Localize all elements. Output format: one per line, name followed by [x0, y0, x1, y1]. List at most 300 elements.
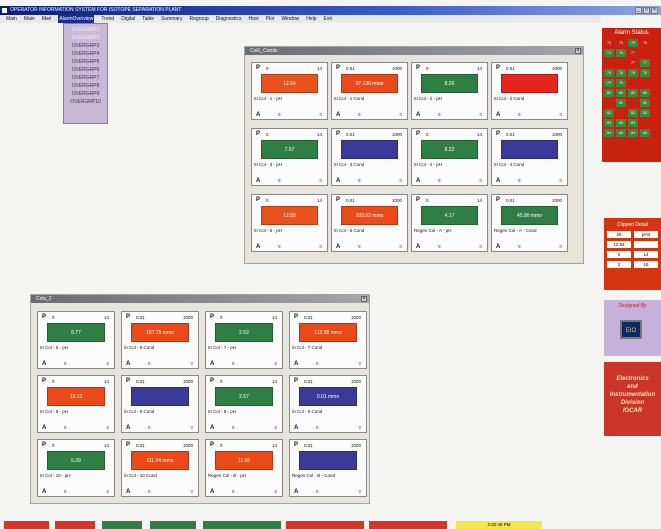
value-bar: [341, 140, 398, 159]
a-marker: A: [416, 244, 421, 250]
alarm-cell[interactable]: [628, 99, 638, 107]
alarm-high: 0: [190, 489, 193, 494]
range-low: 0: [52, 315, 55, 320]
value-bar: [131, 387, 189, 406]
range-high: 1000: [551, 66, 562, 71]
menu-item[interactable]: Digital: [121, 16, 136, 22]
gauge-card[interactable]: [411, 62, 488, 120]
gauge-card[interactable]: [205, 439, 283, 497]
detail-value: 14: [634, 251, 658, 258]
alarm-high: 0: [479, 244, 482, 249]
p-marker: P: [256, 197, 261, 203]
a-marker: A: [416, 178, 421, 184]
alarm-status-panel: [602, 28, 661, 162]
tag-label: III Col - 8 Cond: [124, 409, 155, 414]
tag-label: III Col - 9 - pH: [208, 409, 237, 414]
alarm-cell[interactable]: [604, 59, 614, 67]
range-high: 14: [476, 132, 482, 137]
alarm-cell[interactable]: 83: [628, 119, 638, 127]
gauge-card[interactable]: [331, 194, 408, 252]
p-marker: P: [336, 131, 341, 137]
gauge-card[interactable]: [491, 194, 568, 252]
a-marker: A: [256, 244, 261, 250]
alarm-low: 0: [358, 112, 361, 117]
a-marker: A: [210, 361, 215, 367]
value-bar: 13.13: [47, 387, 105, 406]
alarm-cell[interactable]: [616, 59, 626, 67]
division-line: Division: [620, 400, 645, 406]
range-high: 1000: [182, 315, 193, 320]
alarm-low: 0: [232, 489, 235, 494]
alarm-cell[interactable]: [640, 119, 650, 127]
gauge-card[interactable]: [121, 375, 199, 433]
alarm-cell[interactable]: [616, 109, 626, 117]
division-line: Instrumentation: [609, 392, 656, 398]
app-icon[interactable]: [2, 8, 7, 13]
menu-item[interactable]: AlarmOverview: [59, 16, 94, 22]
a-marker: A: [416, 112, 421, 118]
dropdown-item[interactable]: OVERGRP1: [71, 27, 100, 33]
gauge-card[interactable]: [289, 375, 367, 433]
alarm-cell[interactable]: 79: [616, 79, 626, 87]
range-low: 0.01: [346, 198, 355, 203]
p-marker: P: [416, 65, 421, 71]
dropdown-item[interactable]: OVERGRP7: [71, 75, 100, 81]
alarm-cell[interactable]: 81: [616, 99, 626, 107]
alarm-cell[interactable]: 80: [628, 89, 638, 97]
alarm-low: 0: [438, 112, 441, 117]
alarm-cell[interactable]: 78: [616, 69, 626, 77]
a-marker: A: [496, 244, 501, 250]
app-title: OPERATOR INFORMATION SYSTEM FOR ISOTOPE SEPARATION PLANT: [10, 7, 182, 13]
window-controls: [635, 7, 658, 14]
alarm-cell[interactable]: 76: [616, 49, 626, 57]
alarm-cell[interactable]: 84: [640, 129, 650, 137]
alarm-cell[interactable]: 76: [640, 39, 650, 47]
alarm-low: 0: [148, 489, 151, 494]
value-bar: 111.04 mmo: [131, 451, 189, 470]
detail-row: [604, 228, 661, 238]
a-marker: A: [42, 361, 47, 367]
a-marker: A: [256, 112, 261, 118]
menu-item[interactable]: Exit: [323, 16, 332, 22]
alarm-high: 0: [106, 425, 109, 430]
alarm-high: 0: [559, 244, 562, 249]
detail-value: 0: [607, 251, 631, 258]
range-low: 0.01: [346, 66, 355, 71]
value-bar: 113.38 mmo: [299, 323, 357, 342]
alarm-cell[interactable]: 82: [604, 109, 614, 117]
range-low: 0: [220, 379, 223, 384]
range-low: 0: [266, 132, 269, 137]
alarm-low: 0: [278, 112, 281, 117]
p-marker: P: [126, 442, 131, 448]
menu-item[interactable]: Window: [281, 16, 300, 22]
dropdown-item[interactable]: OVERGRP2: [71, 35, 100, 41]
a-marker: A: [126, 425, 131, 431]
alarm-low: 0: [438, 178, 441, 183]
gauge-card[interactable]: [205, 311, 283, 369]
range-high: 1000: [350, 315, 361, 320]
a-marker: A: [126, 489, 131, 495]
detail-value: 16: [634, 261, 658, 268]
a-marker: A: [336, 244, 341, 250]
alarm-low: 0: [358, 178, 361, 183]
value-bar: 8.77: [47, 323, 105, 342]
tag-label: III Col - 2 Cond: [494, 96, 525, 101]
alarm-high: 0: [274, 361, 277, 366]
a-marker: A: [210, 489, 215, 495]
gauge-card[interactable]: [37, 439, 115, 497]
tag-label: Regen Col - B - Cond: [292, 473, 336, 478]
taskbar-button[interactable]: [203, 521, 281, 529]
range-low: 0.01: [304, 443, 313, 448]
alarm-low: 0: [316, 361, 319, 366]
tag-label: III Col - 3 Cond: [334, 162, 365, 167]
p-marker: P: [210, 442, 215, 448]
value-bar: 0.01 mmo: [299, 387, 357, 406]
value-bar: [501, 74, 558, 93]
alarm-cell[interactable]: 81: [640, 99, 650, 107]
dropdown-item[interactable]: OVERGRP6: [71, 67, 100, 73]
alarm-cell[interactable]: 73: [604, 39, 614, 47]
range-high: 1000: [350, 443, 361, 448]
gauge-card[interactable]: [289, 439, 367, 497]
alarm-low: 0: [64, 361, 67, 366]
alarm-high: 0: [399, 178, 402, 183]
range-low: 0: [52, 379, 55, 384]
alarm-high: 0: [479, 178, 482, 183]
gauge-card[interactable]: [411, 194, 488, 252]
gauge-card[interactable]: [205, 375, 283, 433]
alarm-high: 0: [274, 425, 277, 430]
alarm-cell[interactable]: 84: [628, 129, 638, 137]
detail-row: [604, 238, 661, 248]
division-line: IGCAR: [622, 408, 643, 414]
status-taskbar: [0, 516, 661, 529]
tag-label: III Col - 8 - pH: [40, 409, 69, 414]
range-low: 0: [426, 66, 429, 71]
eid-logo-icon: EIO: [620, 320, 642, 339]
alarm-cell[interactable]: 80: [604, 89, 614, 97]
range-low: 0.01: [136, 315, 145, 320]
alarm-cell[interactable]: 83: [616, 119, 626, 127]
value-bar: 11.06: [215, 451, 273, 470]
alarm-low: 0: [358, 244, 361, 249]
window-close-button[interactable]: ×: [362, 296, 366, 302]
range-low: 0: [426, 198, 429, 203]
menu-item[interactable]: Trend: [101, 16, 115, 22]
range-high: 14: [476, 66, 482, 71]
alarm-high: 0: [358, 489, 361, 494]
range-high: 1000: [551, 132, 562, 137]
tag-label: III Col - 5 Cond: [334, 228, 365, 233]
tag-label: III Col - 1 Cond: [334, 96, 365, 101]
alarm-high: 0: [358, 425, 361, 430]
range-low: 0: [266, 66, 269, 71]
alarm-cell[interactable]: [640, 79, 650, 87]
minimize-button[interactable]: _: [635, 7, 642, 14]
alarm-high: 0: [106, 361, 109, 366]
gauge-card[interactable]: [491, 128, 568, 186]
alarm-cell[interactable]: 73: [616, 39, 626, 47]
range-high: 1000: [182, 379, 193, 384]
dropdown-item[interactable]: OVERGRP10: [70, 99, 101, 105]
p-marker: P: [294, 378, 299, 384]
tag-label: III Col - 10 Cond: [124, 473, 157, 478]
alarm-low: 0: [148, 425, 151, 430]
alarm-low: 0: [232, 425, 235, 430]
taskbar-button[interactable]: [286, 521, 364, 529]
alarm-high: 0: [399, 112, 402, 117]
gauge-grid: [251, 62, 568, 252]
window-close-button[interactable]: ×: [576, 48, 580, 54]
range-low: 0.01: [304, 315, 313, 320]
tag-label: III Col - 1 - pH: [254, 96, 283, 101]
a-marker: A: [336, 112, 341, 118]
tag-label: III Col - 7 - pH: [208, 345, 237, 350]
alarm-cell[interactable]: 84: [616, 129, 626, 137]
alarm-cell[interactable]: [640, 49, 650, 57]
dropdown-item[interactable]: OVERGRP5: [71, 59, 100, 65]
alarm-cell[interactable]: 78: [604, 69, 614, 77]
value-bar: 12.64: [261, 74, 318, 93]
window-title: Col1_Conds: [250, 48, 278, 54]
a-marker: A: [336, 178, 341, 184]
alarm-overview-dropdown: [63, 23, 108, 124]
a-marker: A: [294, 361, 299, 367]
p-marker: P: [256, 65, 261, 71]
range-low: 0: [426, 132, 429, 137]
range-high: 14: [103, 379, 109, 384]
detail-panel-title: Clipped Detail: [616, 222, 649, 228]
maximize-button[interactable]: □: [644, 7, 649, 13]
menu-item[interactable]: Mari: [41, 16, 52, 22]
alarm-cell[interactable]: 77: [640, 59, 650, 67]
alarm-high: 0: [274, 489, 277, 494]
detail-rows: [604, 228, 661, 268]
alarm-high: 0: [319, 112, 322, 117]
range-low: 0: [220, 443, 223, 448]
tag-label: III Col - 4 Cond: [494, 162, 525, 167]
p-marker: P: [42, 378, 47, 384]
value-bar: 12.89: [261, 206, 318, 225]
range-high: 1000: [182, 443, 193, 448]
division-line: and: [627, 384, 638, 390]
col1-conds-window: [244, 46, 584, 264]
tag-label: III Col - 9 Cond: [292, 409, 323, 414]
a-marker: A: [256, 178, 261, 184]
menu-item[interactable]: Help: [306, 16, 317, 22]
alarm-cell[interactable]: 75: [628, 39, 638, 47]
range-low: 0.01: [136, 379, 145, 384]
a-marker: A: [210, 425, 215, 431]
menu-item[interactable]: Host: [248, 16, 259, 22]
value-bar: 8.26: [421, 74, 478, 93]
alarm-status-title: Alarm Status: [614, 30, 649, 36]
dropdown-item[interactable]: OVERGRP3: [71, 43, 100, 49]
range-high: 14: [316, 132, 322, 137]
range-low: 0: [52, 443, 55, 448]
detail-value: 2: [607, 261, 631, 268]
alarm-cell[interactable]: 77: [628, 49, 638, 57]
range-high: 1000: [391, 198, 402, 203]
alarm-cell[interactable]: 77: [628, 59, 638, 67]
range-high: 14: [271, 315, 277, 320]
value-bar: 167.75 mmo: [131, 323, 189, 342]
taskbar-button[interactable]: [55, 521, 95, 529]
range-high: 14: [103, 443, 109, 448]
range-low: 0: [220, 315, 223, 320]
gauge-card[interactable]: [37, 375, 115, 433]
gauge-card[interactable]: [491, 62, 568, 120]
menu-item[interactable]: Main: [6, 16, 17, 22]
menu-bar: [0, 15, 600, 23]
value-bar: 8.22: [421, 140, 478, 159]
menu-item[interactable]: Summary: [161, 16, 183, 22]
range-low: 0.01: [136, 443, 145, 448]
range-low: 0.01: [346, 132, 355, 137]
range-high: 14: [316, 66, 322, 71]
a-marker: A: [42, 489, 47, 495]
alarm-cell[interactable]: 78: [640, 69, 650, 77]
p-marker: P: [416, 197, 421, 203]
detail-value: 26: [607, 231, 631, 238]
a-marker: A: [42, 425, 47, 431]
gauge-card[interactable]: [331, 128, 408, 186]
alarm-low: 0: [518, 244, 521, 249]
detail-row: [604, 248, 661, 258]
taskbar-button[interactable]: [4, 521, 49, 529]
window-title-bar[interactable]: [31, 295, 369, 303]
alarm-low: 0: [438, 244, 441, 249]
p-marker: P: [496, 65, 501, 71]
detail-value: 12:54: [607, 241, 631, 248]
tag-label: III Col - 6 - pH: [40, 345, 69, 350]
p-marker: P: [126, 314, 131, 320]
alarm-cell[interactable]: 78: [628, 69, 638, 77]
p-marker: P: [256, 131, 261, 137]
alarm-low: 0: [518, 178, 521, 183]
gauge-card[interactable]: [121, 311, 199, 369]
menu-item[interactable]: Diagnostics: [215, 16, 242, 22]
dropdown-item[interactable]: OVERGRP9: [71, 91, 100, 97]
alarm-high: 0: [559, 112, 562, 117]
p-marker: P: [42, 314, 47, 320]
value-bar: 45.90 mmo: [501, 206, 558, 225]
tag-label: III Col - 7 Cond: [292, 345, 323, 350]
detail-value: [634, 241, 658, 248]
menu-item[interactable]: Regroup: [189, 16, 209, 22]
gauge-card[interactable]: [37, 311, 115, 369]
alarm-cell[interactable]: 82: [628, 109, 638, 117]
alarm-cell[interactable]: [604, 99, 614, 107]
dropdown-item[interactable]: OVERGRP8: [71, 83, 100, 89]
tag-label: III Col - 4 - pH: [414, 162, 443, 167]
alarm-high: 0: [319, 178, 322, 183]
p-marker: P: [294, 314, 299, 320]
menu-item[interactable]: Table: [142, 16, 155, 22]
range-high: 1000: [391, 132, 402, 137]
tag-label: Regen Col - A - Cond: [494, 228, 537, 233]
gauge-card[interactable]: [121, 439, 199, 497]
value-bar: 2.57: [215, 387, 273, 406]
window-title-bar[interactable]: [245, 47, 583, 55]
taskbar-clock: 2:22:46 PM: [456, 521, 542, 529]
window-title: Cols_2: [36, 296, 52, 302]
value-bar: [299, 451, 357, 470]
range-low: 0.01: [506, 132, 515, 137]
alarm-low: 0: [148, 361, 151, 366]
gauge-card[interactable]: [331, 62, 408, 120]
alarm-cell[interactable]: 84: [604, 129, 614, 137]
value-bar: 97.130 mmo: [341, 74, 398, 93]
range-high: 1000: [391, 66, 402, 71]
detail-panel: [604, 218, 661, 290]
alarm-cell[interactable]: 83: [604, 119, 614, 127]
value-bar: 4.17: [421, 206, 478, 225]
alarm-cells: [602, 38, 661, 138]
menu-item[interactable]: Main: [23, 16, 35, 22]
range-low: 0.01: [506, 66, 515, 71]
taskbar-button[interactable]: [150, 521, 196, 529]
alarm-low: 0: [64, 489, 67, 494]
tag-label: III Col - 3 - pH: [254, 162, 283, 167]
gauge-card[interactable]: [251, 128, 328, 186]
alarm-low: 0: [518, 112, 521, 117]
menu-item[interactable]: Plot: [265, 16, 275, 22]
range-high: 1000: [350, 379, 361, 384]
alarm-cell[interactable]: [628, 79, 638, 87]
close-button[interactable]: ×: [651, 7, 658, 14]
gauge-card[interactable]: [251, 62, 328, 120]
a-marker: A: [496, 178, 501, 184]
value-bar: 7.97: [261, 140, 318, 159]
p-marker: P: [336, 65, 341, 71]
gauge-card[interactable]: [289, 311, 367, 369]
alarm-cell[interactable]: 82: [640, 109, 650, 117]
alarm-high: 0: [106, 489, 109, 494]
alarm-cell[interactable]: 80: [640, 89, 650, 97]
tag-label: Regen Col - B - pH: [208, 473, 247, 478]
range-low: 0.01: [506, 198, 515, 203]
division-line: Electronics: [616, 376, 649, 382]
taskbar-button[interactable]: [102, 521, 142, 529]
alarm-cell[interactable]: 79: [604, 79, 614, 87]
p-marker: P: [336, 197, 341, 203]
alarm-low: 0: [316, 425, 319, 430]
tag-label: III Col - 2 - pH: [414, 96, 443, 101]
gauge-grid: [37, 311, 367, 497]
alarm-high: 0: [399, 244, 402, 249]
p-marker: P: [496, 131, 501, 137]
dropdown-item[interactable]: OVERGRP4: [71, 51, 100, 57]
taskbar-button[interactable]: [369, 521, 447, 529]
p-marker: P: [210, 314, 215, 320]
designed-by-panel: [604, 300, 661, 356]
range-high: 14: [103, 315, 109, 320]
gauge-card[interactable]: [411, 128, 488, 186]
range-low: 0: [266, 198, 269, 203]
p-marker: P: [496, 197, 501, 203]
alarm-cell[interactable]: 80: [616, 89, 626, 97]
alarm-cell[interactable]: 74: [604, 49, 614, 57]
gauge-card[interactable]: [251, 194, 328, 252]
alarm-high: 0: [190, 425, 193, 430]
range-high: 14: [271, 379, 277, 384]
p-marker: P: [126, 378, 131, 384]
value-bar: 103.02 mmo: [341, 206, 398, 225]
